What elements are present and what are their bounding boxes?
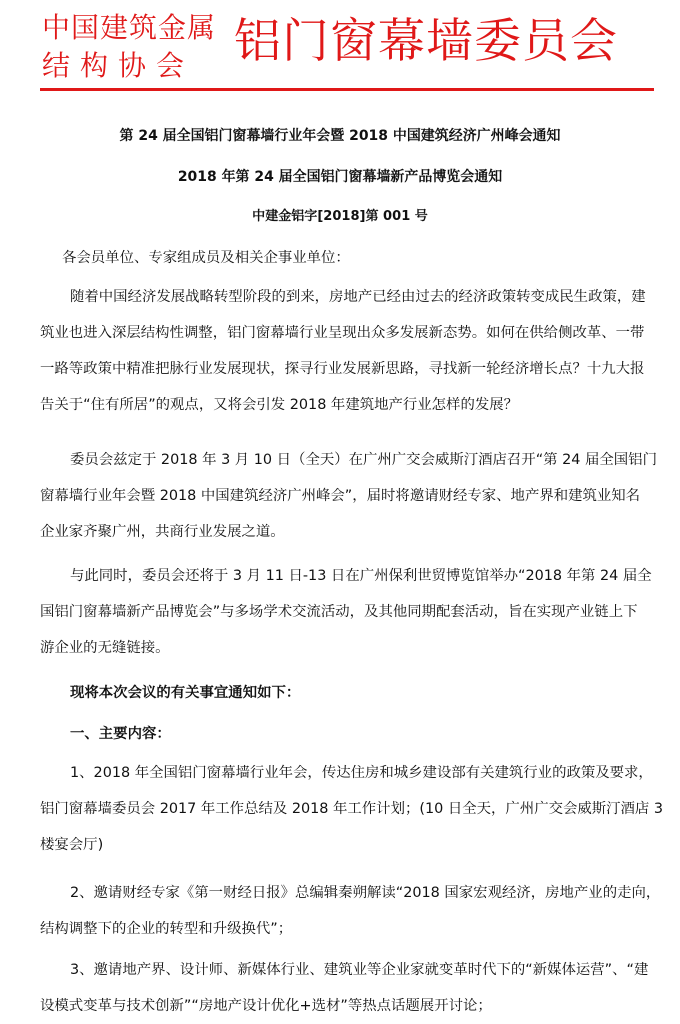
item-line: 2、邀请财经专家《第一财经日报》总编辑秦朔解读“2018 国家宏观经济，房地产业的走向， <box>70 885 661 901</box>
item-3 <box>40 952 670 1024</box>
letterhead-divider <box>40 88 654 91</box>
paragraph-2 <box>40 442 670 550</box>
paragraph-line: 窗幕墙行业年会暨 2018 中国建筑经济广州峰会”，届时将邀请财经专家、地产界和建筑业知名 <box>40 488 641 504</box>
item-line: 3、邀请地产界、设计师、新媒体行业、建筑业等企业家就变革时代下的“新媒体运营”、“建 <box>70 962 649 978</box>
item-line: 1、2018 年全国铝门窗幕墙行业年会，传达住房和城乡建设部有关建筑行业的政策及要求， <box>70 765 653 781</box>
salutation-text: 各会员单位、专家组成员及相关企事业单位： <box>62 250 350 266</box>
notice-heading-text: 现将本次会议的有关事宜通知如下： <box>70 685 301 701</box>
paragraph-line: 随着中国经济发展战略转型阶段的到来，房地产已经由过去的经济政策转变成民生政策，建 <box>70 289 646 305</box>
section-1-heading-text: 一、主要内容： <box>70 726 171 742</box>
org-name-line1: 中国建筑金属 <box>42 11 217 44</box>
paragraph-line: 与此同时，委员会还将于 3 月 11 日-13 日在广州保利世贸博览馆举办“2018 年第 24 届全 <box>70 568 652 584</box>
item-line: 结构调整下的企业的转型和升级换代”； <box>40 921 293 937</box>
item-2 <box>40 875 670 947</box>
committee-name: 铝门窗幕墙委员会 <box>234 14 618 69</box>
paragraph-line: 一路等政策中精准把脉行业发展现状，探寻行业发展新思路，寻找新一轮经济增长点？十九大报 <box>40 361 645 377</box>
org-name-line2: 结构协会 <box>42 49 195 82</box>
salutation <box>40 240 670 276</box>
notice-title-2: 2018 年第 24 届全国铝门窗幕墙新产品博览会通知 <box>177 169 503 185</box>
letterhead <box>0 0 680 92</box>
section-1-heading <box>40 716 670 752</box>
item-line: 楼宴会厅) <box>40 837 104 853</box>
paragraph-line: 企业家齐聚广州，共商行业发展之道。 <box>40 524 285 540</box>
notice-heading <box>40 675 670 711</box>
notice-title-1: 第 24 届全国铝门窗幕墙行业年会暨 2018 中国建筑经济广州峰会通知 <box>119 128 561 144</box>
item-line: 设模式变革与技术创新”“房地产设计优化+选材”等热点话题展开讨论； <box>40 998 492 1014</box>
paragraph-3 <box>40 558 670 666</box>
paragraph-line: 国铝门窗幕墙新产品博览会”与多场学术交流活动，及其他同期配套活动，旨在实现产业链上下 <box>40 604 638 620</box>
paragraph-1 <box>40 279 670 423</box>
paragraph-line: 委员会兹定于 2018 年 3 月 10 日（全天）在广州广交会威斯汀酒店召开“第 24 届全国铝门 <box>70 452 657 468</box>
paragraph-line: 游企业的无缝链接。 <box>40 640 170 656</box>
document-number: 中建金铝字[2018]第 001 号 <box>252 209 428 224</box>
item-1 <box>40 755 670 863</box>
paragraph-line: 筑业也进入深层结构性调整，铝门窗幕墙行业呈现出众多发展新态势。如何在供给侧改革、一带 <box>40 325 645 341</box>
paragraph-line: 告关于“住有所居”的观点，又将会引发 2018 年建筑地产行业怎样的发展？ <box>40 397 519 413</box>
item-line: 铝门窗幕墙委员会 2017 年工作总结及 2018 年工作计划；(10 日全天，广州广交会威斯汀酒店 3 <box>40 801 664 817</box>
